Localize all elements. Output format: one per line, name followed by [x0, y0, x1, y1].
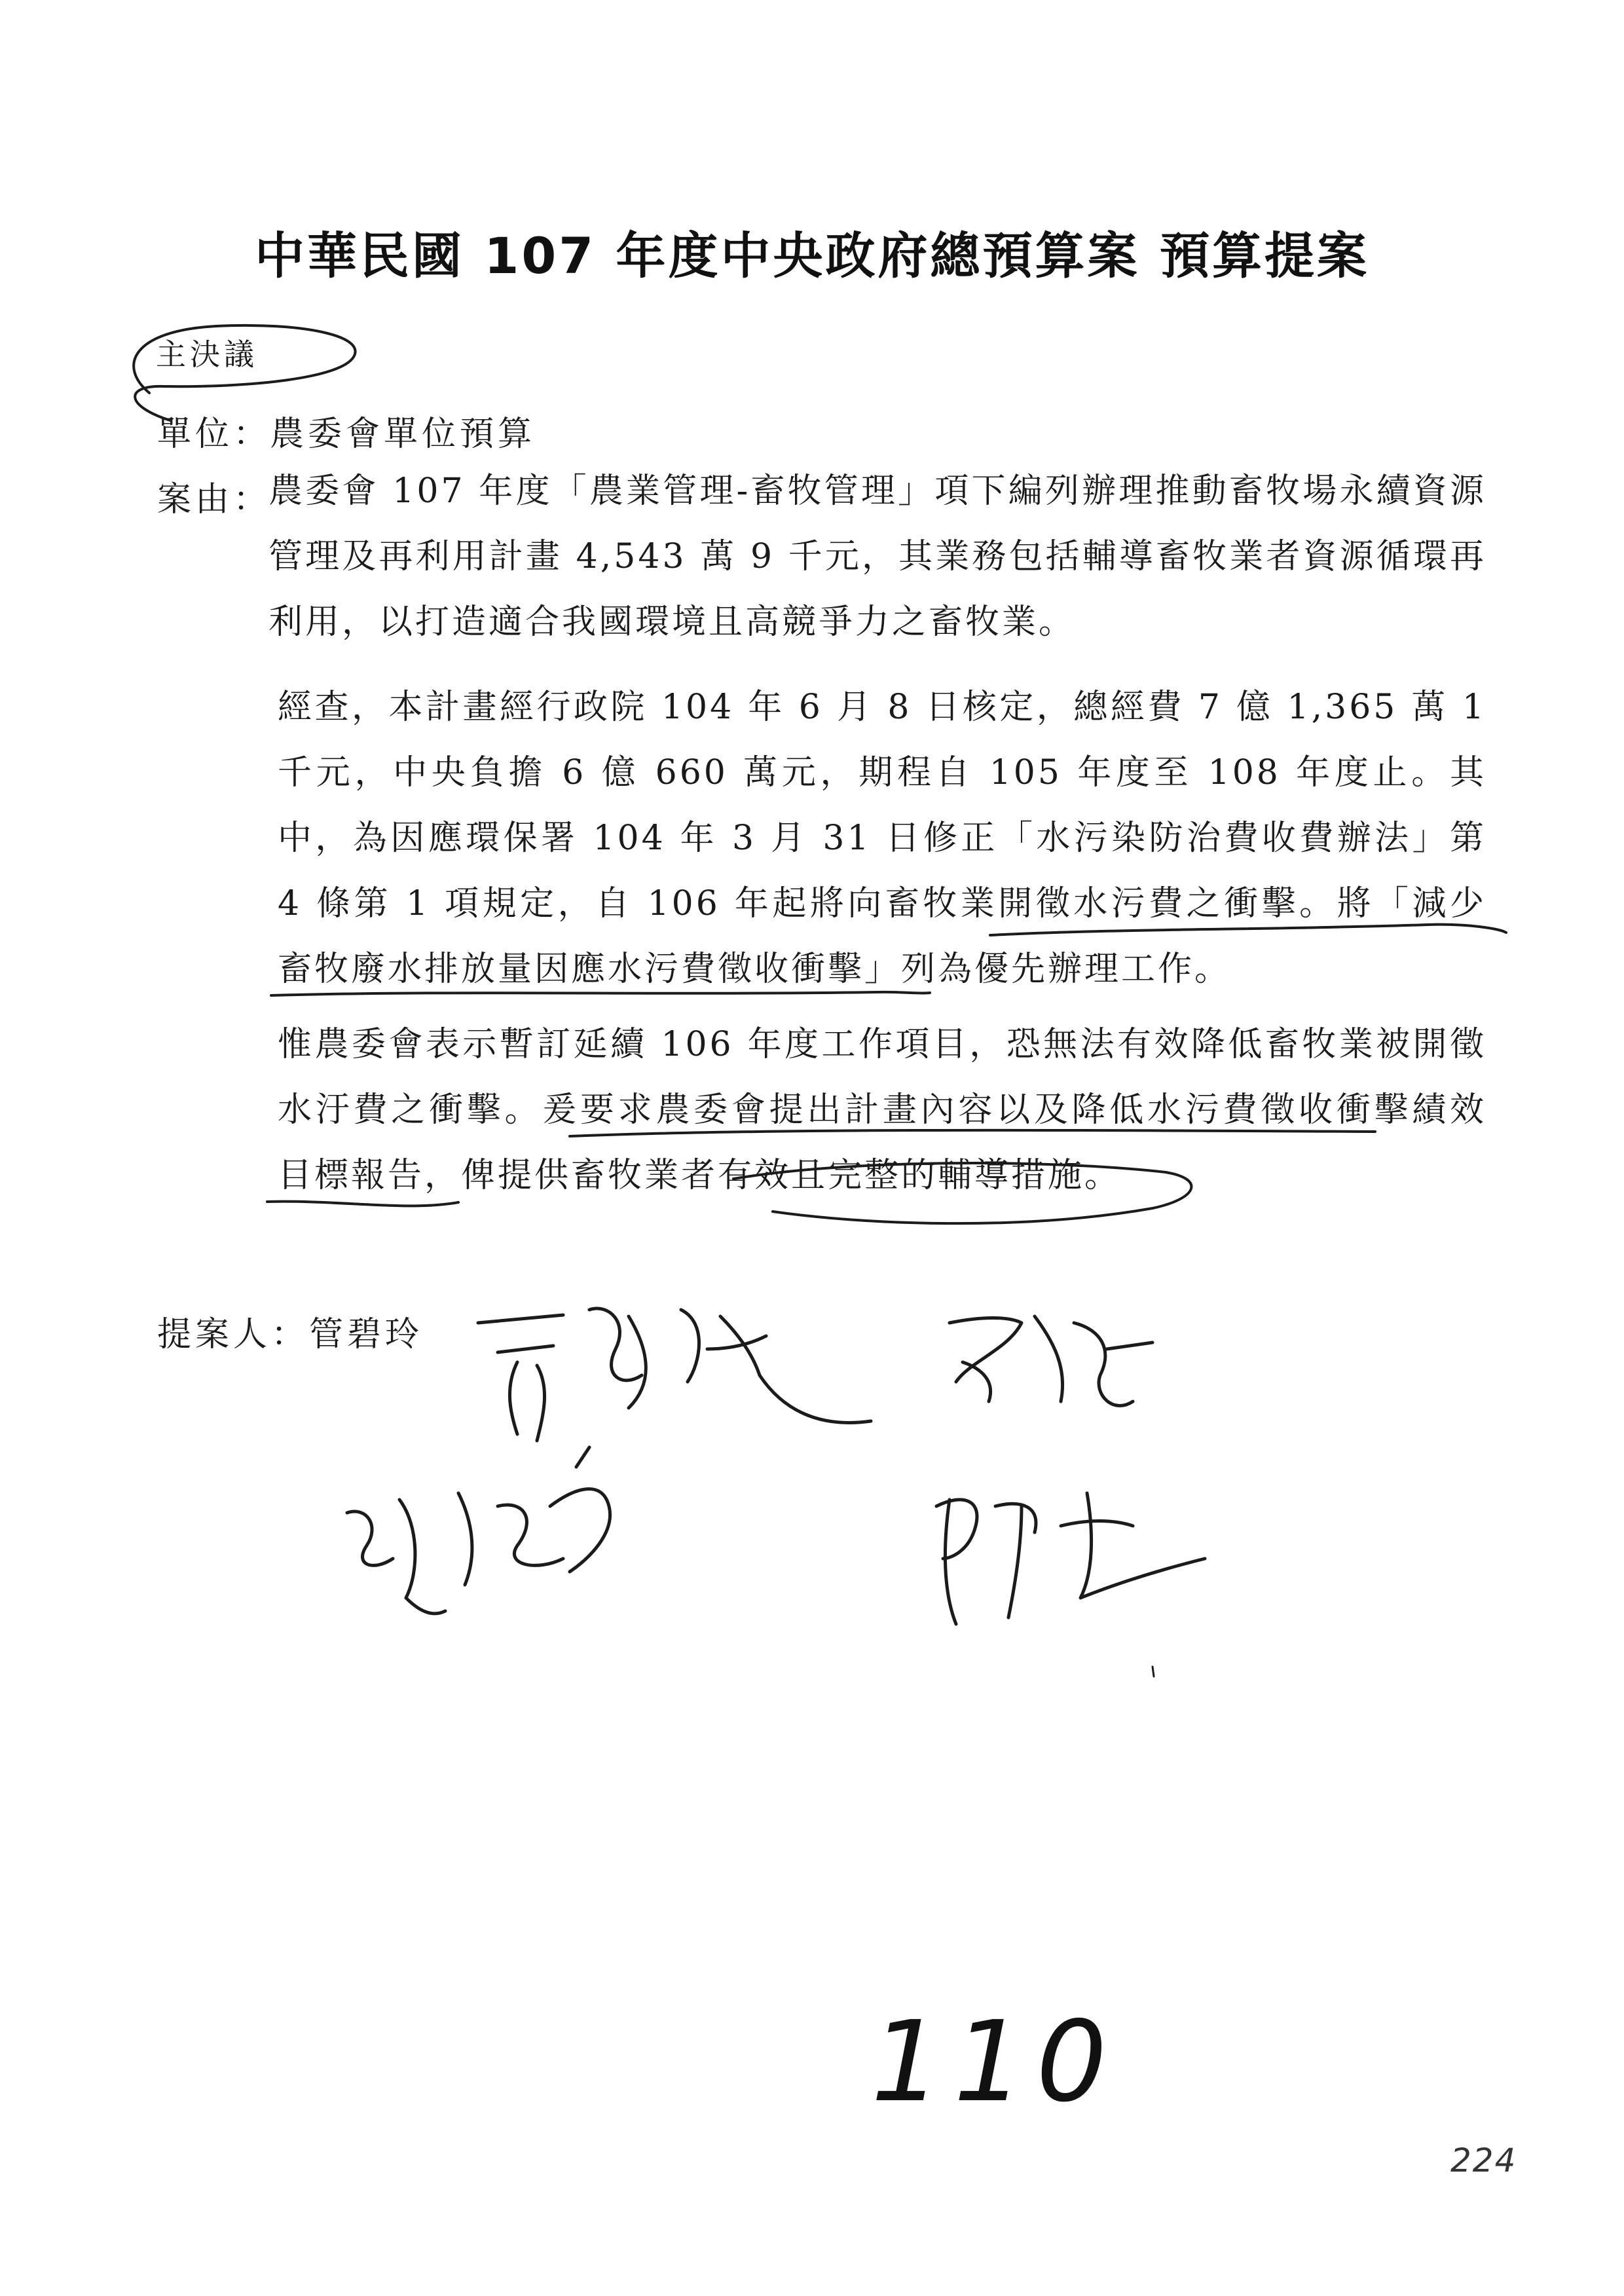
- paragraph-text: 農委會 107 年度「農業管理-畜牧管理」項下編列辦理推動畜牧場永續資源管理及再利用計畫 4,543 萬 9 千元，其業務包括輔導畜牧業者資源循環再利用，以打造適合我國環境且高競爭力之畜牧業。: [268, 472, 1486, 642]
- proposer-label: 提案人：: [157, 1315, 310, 1354]
- paragraph-text: 惟農委會表示暫訂延續 106 年度工作項目，恐無法有效降低畜牧業被開徵水汙費之衝擊。爰要求農委會提出計畫內容以及降低水污費徵收衝擊績效目標報告，俾提供畜牧業者有效且完整的輔導措施。: [278, 1025, 1486, 1195]
- proposer-name: 管碧玲: [309, 1315, 424, 1354]
- unit-label: 單位：: [157, 415, 272, 454]
- margin-note: 主決議: [156, 337, 258, 372]
- reason-paragraph-2: [268, 675, 1486, 1002]
- signature-1: [478, 1308, 871, 1441]
- stray-mark: [1153, 1667, 1154, 1676]
- reason-label: 案由：: [157, 480, 272, 519]
- signature-3: [347, 1447, 610, 1614]
- document-title: 中華民國 107 年度中央政府總預算案 預算提案: [254, 227, 1370, 285]
- proposer: [157, 1306, 423, 1356]
- reason-paragraph-1: [268, 458, 1486, 655]
- signature-2: [950, 1316, 1153, 1405]
- paragraph-text: 經查，本計畫經行政院 104 年 6 月 8 日核定，總經費 7 億 1,365 萬 1 千元，中央負擔 6 億 660 萬元，期程自 105 年度至 108 年度止。其中，為因應環保署 104 年 3 月 31 日修正「水污染防治費收費辦法」第 4 條第 1 項規定，自 106 年起將向畜牧業開徵水污費之衝擊。將「減少畜牧廢水排放量因應水污費徵收衝擊」列為優先辦理工作。: [278, 688, 1486, 989]
- handwritten-page-number: 110: [871, 1997, 1119, 2127]
- corner-page-number: 224: [1450, 2141, 1517, 2179]
- signature-4: [936, 1493, 1205, 1624]
- unit-value: 農委會單位預算: [270, 415, 536, 454]
- reason-paragraph-3: [268, 1012, 1486, 1208]
